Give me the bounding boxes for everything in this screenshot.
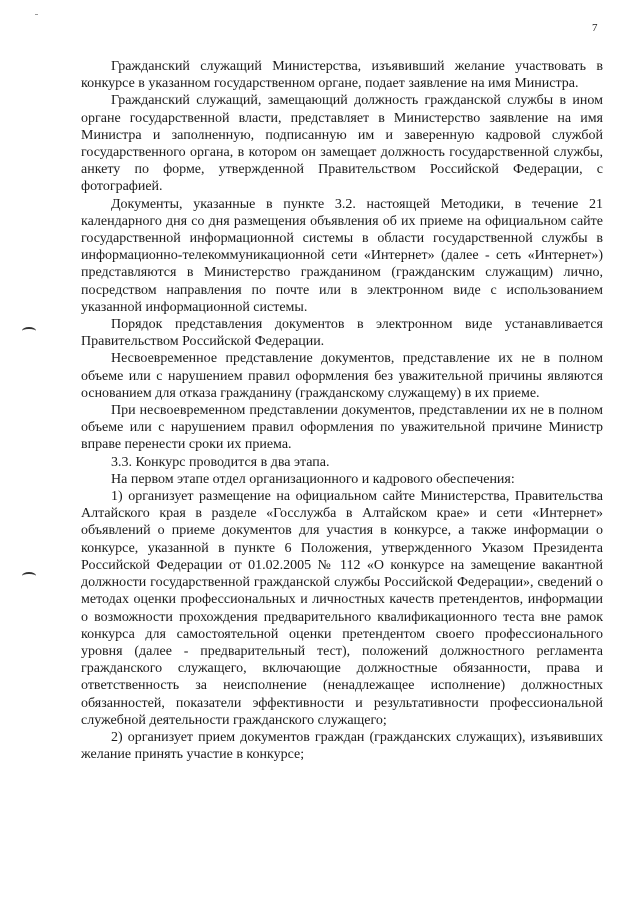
paragraph-refusal-grounds: Несвоевременное представление документов, представление их не в полном объеме или с нарушением правил оформления без уважительной причины являются основанием для отказа гражданину (гражданскому служащему) в их приеме. bbox=[81, 351, 603, 401]
document-body bbox=[81, 58, 603, 763]
paragraph-documents-submission: Документы, указанные в пункте 3.2. настоящей Методики, в течение 21 календарного дня со дня размещения объявления об их приеме на официальном сайте государственной информационной системы в области государственной службы в информационно-телекоммуникационной сети «Интернет» (далее - сеть «Интернет») представляются в Министерство гражданином (гражданским служащим) лично, посредством направления по почте или в электронном виде с использованием указанной информационной системы. bbox=[81, 196, 603, 315]
paragraph-item-2: 2) организует прием документов граждан (гражданских служащих), изъявивших желание принять участие в конкурсе; bbox=[81, 729, 603, 763]
paragraph-two-stages: 3.3. Конкурс проводится в два этапа. bbox=[111, 454, 330, 470]
paragraph-electronic-procedure: Порядок представления документов в электронном виде устанавливается Правительством Российской Федерации. bbox=[81, 317, 603, 350]
scan-margin-mark bbox=[22, 572, 36, 580]
paragraph-applicant-ministry: Гражданский служащий Министерства, изъявивший желание участвовать в конкурсе в указанном государственном органе, подает заявление на имя Министра. bbox=[81, 59, 603, 92]
scan-margin-mark bbox=[22, 327, 36, 335]
paragraph-applicant-other-body: Гражданский служащий, замещающий должность гражданской службы в ином органе государственной власти, представляет в Министерство заявление на имя Министра и заполненную, подписанную им и заверенную кадровой службой государственного органа, в котором он замещает должность государственной службы, анкету по форме, утвержденной Правительством Российской Федерации, с фотографией. bbox=[81, 93, 603, 195]
paragraph-item-1: 1) организует размещение на официальном сайте Министерства, Правительства Алтайского края в разделе «Госслужба в Алтайском крае» и сети «Интернет» объявлений о приеме документов для участия в конкурсе, а также информации о конкурсе, указанной в пункте 6 Положения, утвержденного Указом Президента Российской Федерации от 01.02.2005 № 112 «О конкурсе на замещение вакантной должности государственной гражданской службы Российской Федерации», сведений о методах оценки профессиональных и личностных качеств претендентов, информации о возможности прохождения предварительного квалификационного теста вне рамок конкурса для самостоятельной оценки претендентом своего профессионального уровня (далее - предварительный тест), положений должностного регламента гражданского служащего, включающие должностные обязанности, права и ответственность за неисполнение (ненадлежащее исполнение) должностных обязанностей, показатели эффективности и результативности профессиональной служебной деятельности гражданского служащего; bbox=[81, 489, 603, 728]
page-number: 7 bbox=[592, 22, 598, 34]
scan-speck bbox=[35, 14, 38, 15]
paragraph-deadline-extension: При несвоевременном представлении документов, представлении их не в полном объеме или с нарушением правил оформления по уважительной причине Министр вправе перенести сроки их приема. bbox=[81, 403, 603, 453]
paragraph-first-stage: На первом этапе отдел организационного и кадрового обеспечения: bbox=[111, 471, 515, 487]
